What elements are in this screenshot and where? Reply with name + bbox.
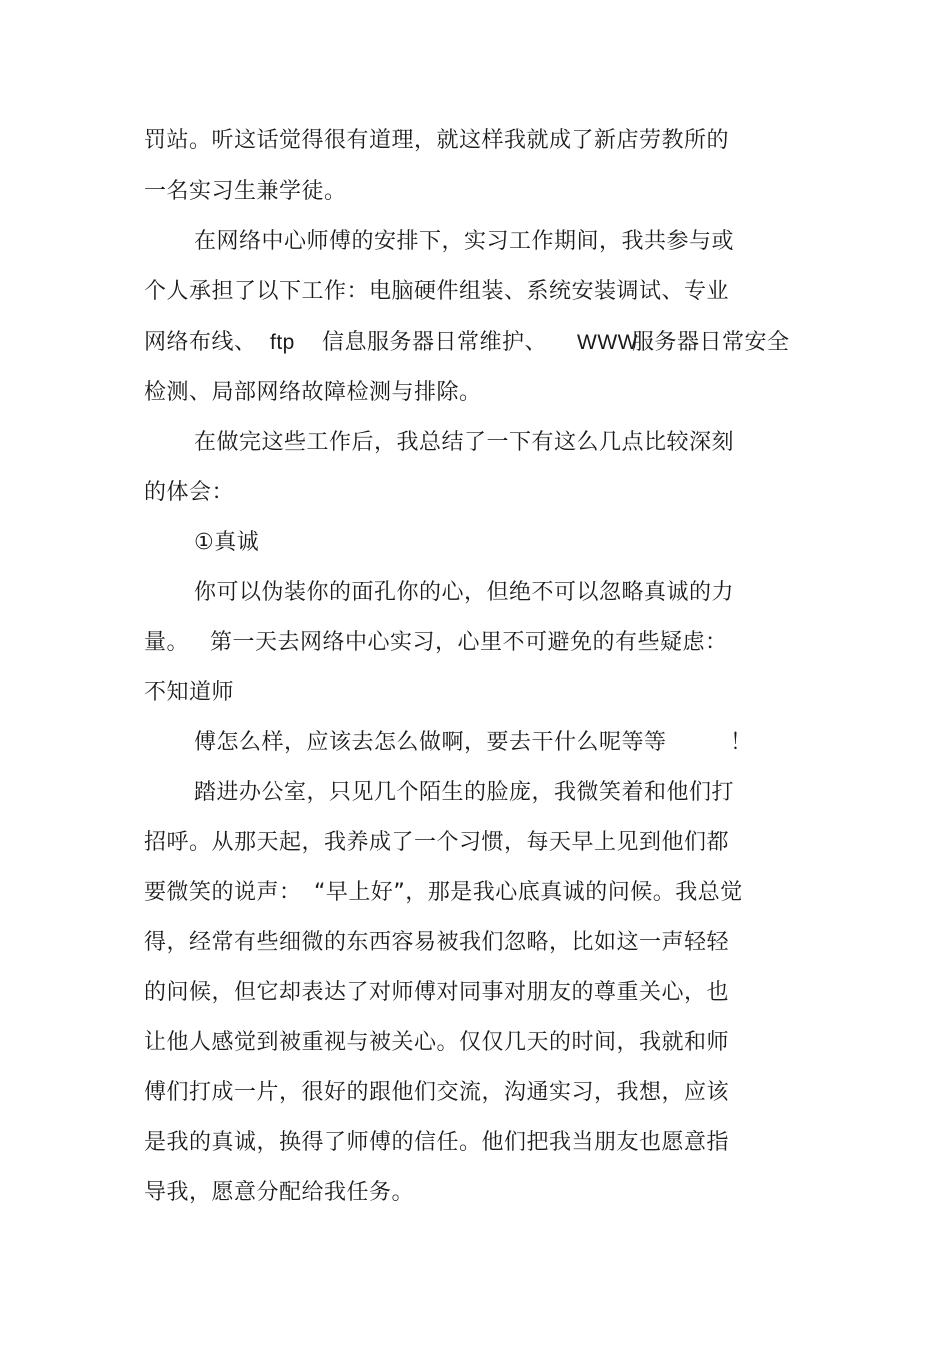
text-line: 要微笑的说声： <box>144 880 302 905</box>
text-line: 让他人感觉到被重视与被关心。仅仅几天的时间，我就和师 <box>144 1030 730 1055</box>
text-line: 个人承担了以下工作：电脑硬件组装、系统安装调试、专业 <box>144 279 730 304</box>
text-line: 服务器日常安全 <box>632 330 790 355</box>
text-line: 你可以伪装你的面孔你的心，但绝不可以忽略真诚的力 <box>194 580 735 605</box>
text-line: 招呼。从那天起，我养成了一个习惯，每天早上见到他们都 <box>144 830 730 855</box>
text-line: ftp <box>270 331 295 354</box>
text-line: 网络布线、 <box>144 330 257 355</box>
text-line: ！ <box>730 730 753 755</box>
text-line: 信息服务器日常维护、 <box>322 330 548 355</box>
text-line: 傅怎么样，应该去怎么做啊，要去干什么呢等等 <box>194 730 667 755</box>
text-line: 在做完这些工作后，我总结了一下有这么几点比较深刻 <box>194 430 735 455</box>
text-line: “早上好”，那是我心底真诚的问候。我总觉 <box>314 880 743 905</box>
text-line: 在网络中心师傅的安排下，实习工作期间，我共参与或 <box>194 229 735 254</box>
text-line: 是我的真诚，换得了师傅的信任。他们把我当朋友也愿意指 <box>144 1130 730 1155</box>
text-line: 第一天去网络中心实习，心里不可避免的有些疑虑： <box>210 630 728 655</box>
text-line: WWW <box>577 331 638 354</box>
text-line: 导我，愿意分配给我任务。 <box>144 1180 415 1205</box>
text-line: 罚站。听这话觉得很有道理，就这样我就成了新店劳教所的 <box>144 128 730 153</box>
text-line: 踏进办公室，只见几个陌生的脸庞，我微笑着和他们打 <box>194 780 735 805</box>
text-line: 检测、局部网络故障检测与排除。 <box>144 380 482 405</box>
text-line: 的体会： <box>144 480 235 505</box>
text-line: 的问候，但它却表达了对师傅对同事对朋友的尊重关心，也 <box>144 980 730 1005</box>
section-heading: ①真诚 <box>194 530 260 555</box>
text-line: 不知道师 <box>144 680 235 705</box>
text-line: 量。 <box>144 630 190 655</box>
text-line: 一名实习生兼学徒。 <box>144 179 347 204</box>
text-line: 傅们打成一片，很好的跟他们交流，沟通实习，我想，应该 <box>144 1080 730 1105</box>
text-line: 得，经常有些细微的东西容易被我们忽略，比如这一声轻轻 <box>144 930 730 955</box>
